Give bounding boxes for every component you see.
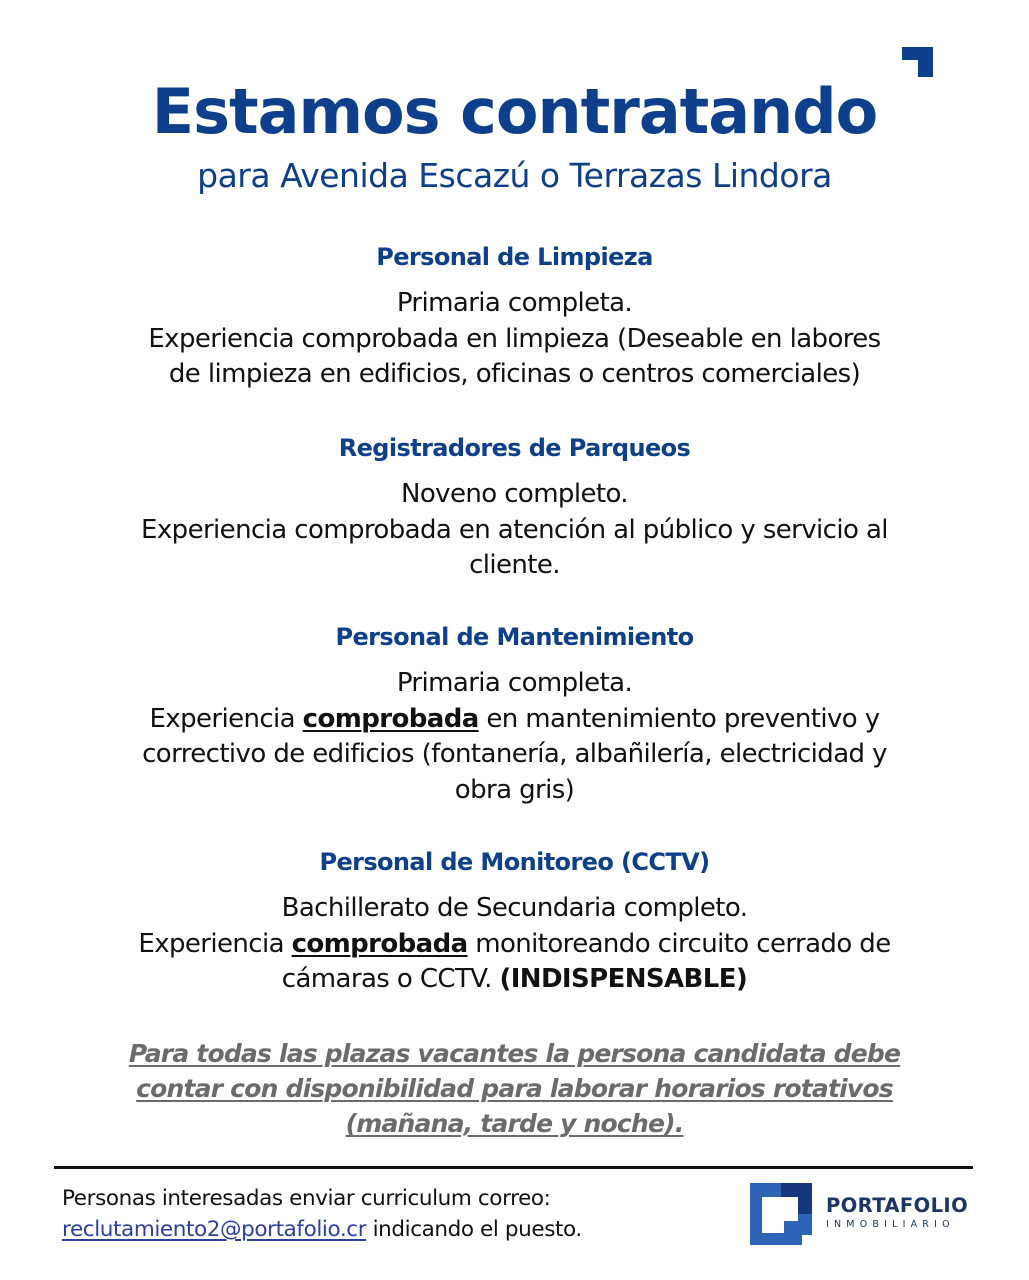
- page-title: Estamos contratando: [151, 75, 878, 148]
- portafolio-logo: [750, 1183, 975, 1245]
- requirement-line: Experiencia comprobada en limpieza (Deseable en labores: [148, 323, 881, 354]
- position-limpieza: [40, 240, 989, 393]
- position-requirements: [40, 666, 989, 808]
- requirement-text: cámaras o CCTV.: [281, 964, 500, 994]
- notice-line: [40, 1071, 989, 1106]
- requirement-line: Noveno completo.: [401, 479, 628, 509]
- position-monitoreo: [40, 845, 989, 998]
- contact-text: indicando el puesto.: [366, 1217, 582, 1242]
- requirement-line: correctivo de edificios (fontanería, albañilería, electricidad y: [142, 739, 887, 769]
- notice-line: [40, 1106, 989, 1141]
- requirement-line: cliente.: [469, 550, 560, 580]
- contact-line: [62, 1214, 742, 1245]
- requirement-line: Primaria completa.: [396, 288, 633, 318]
- requirement-line: Experiencia comprobada en atención al público y servicio al: [141, 514, 888, 545]
- emphasis-comprobada: comprobada: [302, 703, 479, 734]
- contact-line: Personas interesadas enviar curriculum correo:: [62, 1186, 551, 1211]
- position-heading: Personal de Limpieza: [376, 243, 653, 271]
- requirement-text: Experiencia: [138, 928, 292, 959]
- logo-name: PORTAFOLIO: [826, 1194, 969, 1217]
- position-requirements: [40, 477, 989, 584]
- position-parqueos: [40, 431, 989, 584]
- requirement-line: obra gris): [454, 774, 575, 805]
- contact-info: [62, 1183, 742, 1245]
- requirement-line: Primaria completa.: [396, 668, 633, 698]
- requirement-line: [40, 962, 989, 998]
- notice-text: Para todas las plazas vacantes la persona candidata debe: [128, 1039, 901, 1068]
- notice-text: contar con disponibilidad para laborar horarios rotativos: [136, 1074, 893, 1103]
- logo-subtitle: INMOBILIARIO: [826, 1219, 955, 1230]
- requirement-line: [40, 702, 989, 738]
- position-heading: Registradores de Parqueos: [338, 434, 691, 462]
- notice-text: (mañana, tarde y noche).: [345, 1109, 684, 1138]
- position-requirements: [40, 891, 989, 998]
- position-mantenimiento: [40, 620, 989, 808]
- emphasis-indispensable: (INDISPENSABLE): [499, 964, 748, 994]
- email-link[interactable]: reclutamiento2@portafolio.cr: [62, 1217, 367, 1242]
- requirement-text: Experiencia: [149, 703, 303, 734]
- notice-line: [40, 1036, 989, 1071]
- requirement-line: Bachillerato de Secundaria completo.: [281, 893, 748, 923]
- requirement-line: [40, 927, 989, 963]
- footer-divider: [54, 1166, 973, 1169]
- requirement-text: monitoreando circuito cerrado de: [467, 928, 891, 959]
- position-heading: Personal de Monitoreo (CCTV): [319, 848, 710, 876]
- requirement-text: en mantenimiento preventivo y: [478, 703, 880, 734]
- requirement-line: de limpieza en edificios, oficinas o centros comerciales): [168, 359, 861, 389]
- page-subtitle: para Avenida Escazú o Terrazas Lindora: [197, 156, 832, 195]
- emphasis-comprobada: comprobada: [291, 928, 468, 959]
- position-heading: Personal de Mantenimiento: [335, 623, 694, 651]
- availability-notice: [40, 1036, 989, 1141]
- position-requirements: [40, 286, 989, 393]
- logo-wordmark: [826, 1195, 976, 1232]
- portafolio-logo-icon: [750, 1183, 812, 1245]
